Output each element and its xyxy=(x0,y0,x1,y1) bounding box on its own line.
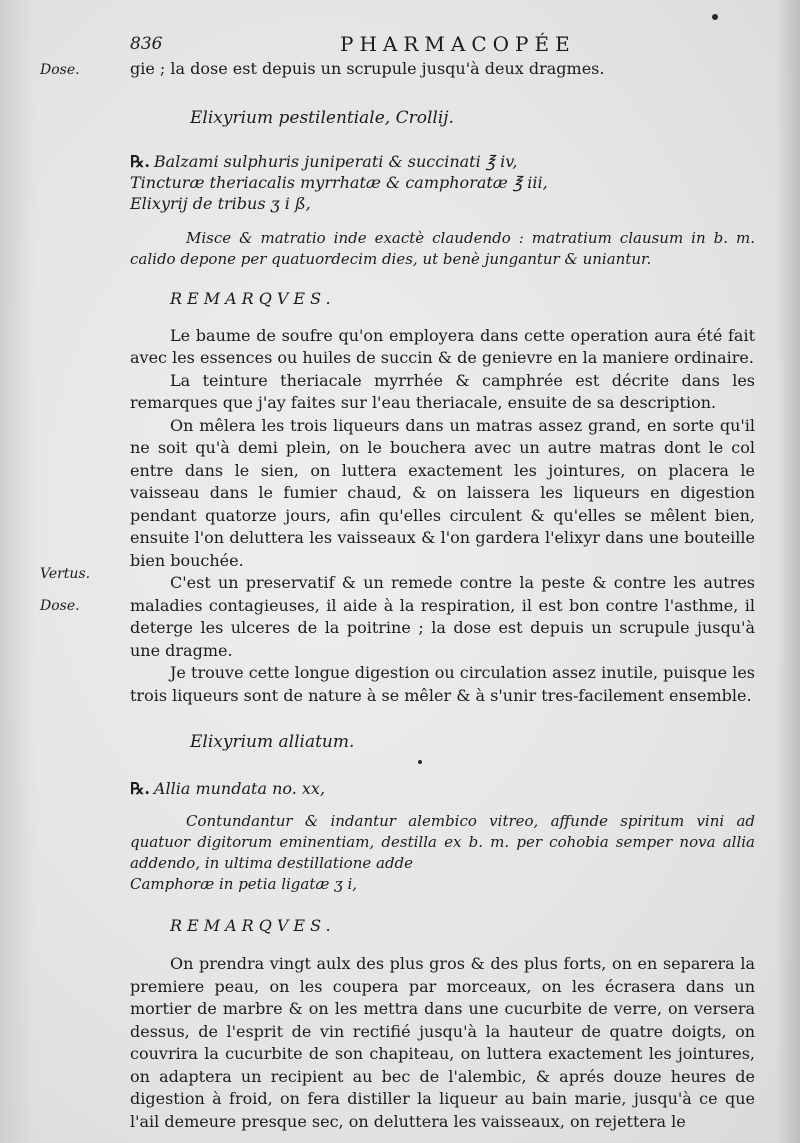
ingredient-text: Balzami sulphuris juniperati & succinati ℥ iv, xyxy=(153,152,518,171)
paragraph: Le baume de soufre qu'on employera dans cette operation aura été fait avec les essences ou huiles de succin & de genievre en la maniere ordinaire. xyxy=(130,325,755,367)
running-title: PHARMACOPÉE xyxy=(340,32,576,56)
section-title: Elixyrium pestilentiale, Crollij. xyxy=(190,107,454,128)
margin-note-dose: Dose. xyxy=(40,598,80,614)
ingredient-text: Allia mundata no. xx, xyxy=(153,778,326,798)
intro-line: gie ; la dose est depuis un scrupule jusqu'à deux dragmes. xyxy=(130,59,605,78)
ink-spot xyxy=(418,760,422,764)
ingredient-line: Elixyrij de tribus ʒ i ß, xyxy=(130,194,311,213)
margin-note-vertus: Vertus. xyxy=(40,566,91,582)
margin-note-dose: Dose. xyxy=(40,62,80,78)
spine-shadow xyxy=(0,0,36,1143)
remarques-text xyxy=(130,325,755,708)
ingredient-list xyxy=(130,778,755,799)
paragraph: Je trouve cette longue digestion ou circulation assez inutile, puisque les trois liqueurs sont de nature à se mêler & à s'unir tres-facilement ensemble. xyxy=(130,663,755,705)
rx-symbol: ℞. xyxy=(130,778,150,798)
page-edge-shadow xyxy=(776,0,800,1143)
remarques-heading: REMARQVES. xyxy=(170,915,336,935)
recipe-instruction: Misce & matratio inde exactè claudendo : matratium clausum in b. m. calido depone per quatuordecim dies, ut benè jungantur & uniantur. xyxy=(130,229,755,268)
remarques-heading: REMARQVES. xyxy=(170,289,336,308)
paragraph: On mêlera les trois liqueurs dans un matras assez grand, en sorte qu'il ne soit qu'à demi plein, on le bouchera avec un autre matras dont le col entre dans le sien, on luttera exactement les jointures, on placera le vaisseau dans le fumier chaud, & on laissera les liqueurs en digestion pendant quatorze jours, afin qu'elles circulent & qu'elles se mêlent bien, ensuite l'on deluttera les vaisseaux & l'on gardera l'elixyr dans une bouteille bien bouchée. xyxy=(130,415,755,570)
page-header xyxy=(130,34,770,58)
ingredient-line xyxy=(130,151,755,172)
paragraph: C'est un preservatif & un remede contre la peste & contre les autres maladies contagieuses, il aide à la respiration, il est bon contre l'asthme, il deterge les ulceres de la poitrine ; la dose est depuis un scrupule jusqu'à une dragme. xyxy=(130,573,755,660)
ingredient-list xyxy=(130,151,755,214)
page-body xyxy=(130,58,755,1133)
paragraph: La teinture theriacale myrrhée & camphrée est décrite dans les remarques que j'ay faites sur l'eau theriacale, ensuite de sa description. xyxy=(130,370,755,412)
rx-symbol: ℞. xyxy=(130,152,150,171)
ink-spot xyxy=(712,14,718,20)
ingredient-line xyxy=(130,778,755,799)
section-title: Elixyrium alliatum. xyxy=(190,732,355,752)
page-number: 836 xyxy=(130,34,163,54)
ingredient-line: Tincturæ theriacalis myrrhatæ & camphoratæ ℥ iii, xyxy=(130,173,548,192)
paragraph: On prendra vingt aulx des plus gros & des plus forts, on en separera la premiere peau, on les coupera par morceaux, on les écrasera dans un mortier de marbre & on les mettra dans une cucurbite de verre, on versera dessus, de l'esprit de vin rectifié jusqu'à la hauteur de quatre doigts, on couvrira la cucurbite de son chapiteau, on luttera exactement les jointures, on adaptera un recipient au bec de l'alembic, & aprés douze heures de digestion à froid, on fera distiller la liqueur au bain marie, jusqu'à ce que l'ail demeure presque sec, on deluttera les vaisseaux, on rejettera le xyxy=(130,954,755,1131)
recipe-instruction: Contundantur & indantur alembico vitreo, affunde spiritum vini ad quatuor digitorum eminentiam, destilla ex b. m. per cohobia semper nova allia addendo, in ultima destillatione adde xyxy=(130,811,755,872)
final-ingredient: Camphoræ in petia ligatæ ʒ i, xyxy=(130,874,358,893)
